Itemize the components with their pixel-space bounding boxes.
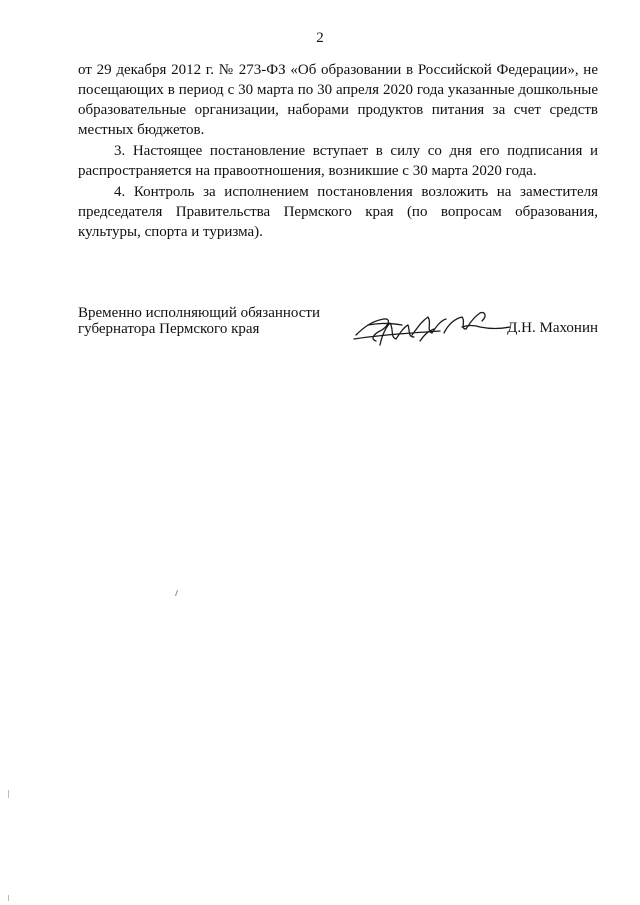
- signatory-title: [78, 305, 320, 337]
- scan-artifact: [8, 790, 9, 798]
- document-body: [78, 60, 598, 242]
- signatory-name: Д.Н. Махонин: [507, 320, 598, 336]
- scan-artifact: [8, 895, 9, 901]
- signatory-title-line-2: губернатора Пермского края: [78, 321, 260, 337]
- handwritten-signature: [350, 305, 510, 351]
- scan-artifact: [175, 590, 178, 596]
- paragraph-3: 3. Настоящее постановление вступает в силу со дня его подписания и распространяется на правоотношения, возникшие с 30 марта 2020 года.: [78, 143, 598, 179]
- paragraph-4: 4. Контроль за исполнением постановления возложить на заместителя председателя Правительства Пермского края (по вопросам образования, культуры, спорта и туризма).: [78, 184, 598, 240]
- page-number: 2: [316, 30, 324, 46]
- signatory-title-line-1: Временно исполняющий обязанности: [78, 305, 321, 321]
- signature-block: [78, 305, 598, 355]
- paragraph-continuation: от 29 декабря 2012 г. № 273-ФЗ «Об образовании в Российской Федерации», не посещающих в период с 30 марта по 30 апреля 2020 года указанные дошкольные образовательные организации, наборами продуктов питания за счет средств местных бюджетов.: [78, 62, 598, 138]
